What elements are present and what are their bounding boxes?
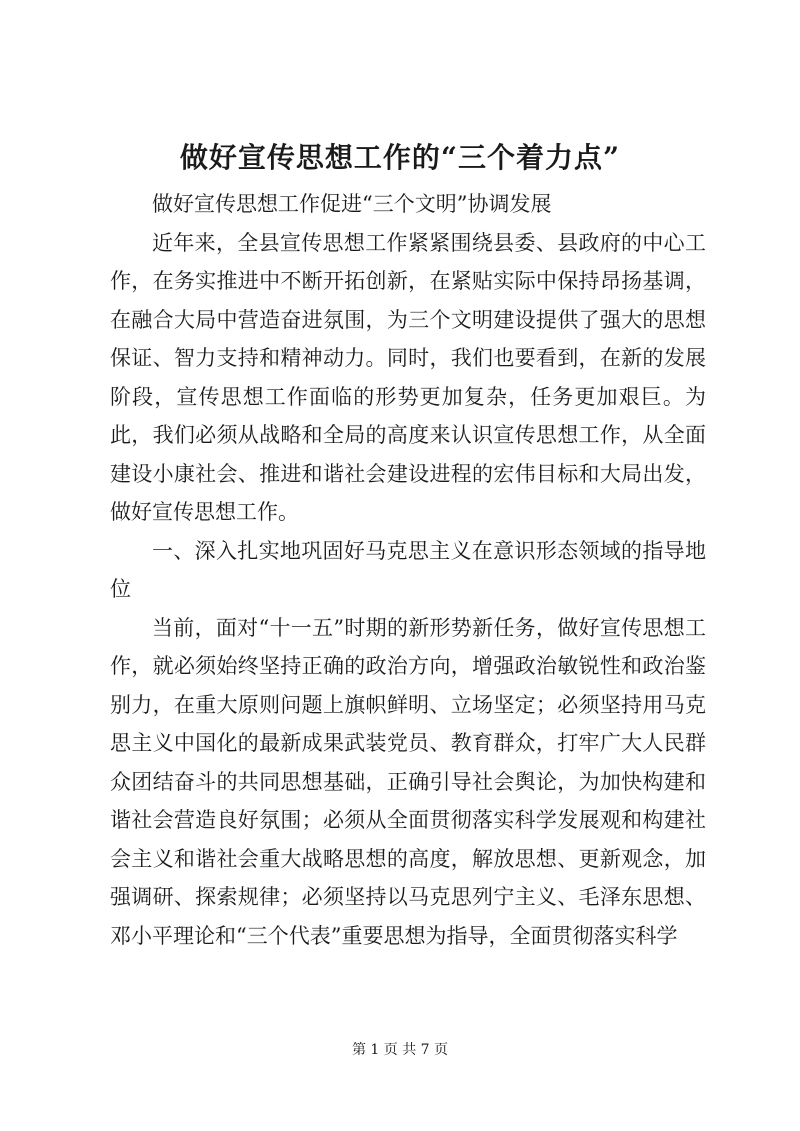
paragraph-subtitle: 做好宣传思想工作促进“三个文明”协调发展 <box>152 192 552 216</box>
paragraph-section-1: 当前，面对“十一五”时期的新形势新任务，做好宣传思想工作，就必须始终坚持正确的政治方向，增强政治敏锐性和政治鉴别力，在重大原则问题上旗帜鲜明、立场坚定；必须坚持用马克思主义中国化的最新成果武装党员、教育群众，打牢广大人民群众团结奋斗的共同思想基础，正确引导社会舆论，为加快构建和谐社会营造良好氛围；必须从全面贯彻落实科学发展观和构建社会主义和谐社会重大战略思想的高度，解放思想、更新观念，加强调研、探索规律；必须坚持以马克思列宁主义、毛泽东思想、邓小平理论和“三个代表”重要思想为指导，全面贯彻落实科学 <box>110 615 706 948</box>
section-heading-1: 一、深入扎实地巩固好马克思主义在意识形态领域的指导地位 <box>110 538 706 601</box>
document-body <box>110 185 706 955</box>
paragraph-intro: 近年来，全县宣传思想工作紧紧围绕县委、县政府的中心工作，在务实推进中不断开拓创新，在紧贴实际中保持昂扬基调，在融合大局中营造奋进氛围，为三个文明建设提供了强大的思想保证、智力支持和精神动力。同时，我们也要看到，在新的发展阶段，宣传思想工作面临的形势更加复杂，任务更加艰巨。为此，我们必须从战略和全局的高度来认识宣传思想工作，从全面建设小康社会、推进和谐社会建设进程的宏伟目标和大局出发，做好宣传思想工作。 <box>110 230 706 524</box>
page-indicator: 第 1 页 共 7 页 <box>351 1042 449 1058</box>
document-title: 做好宣传思想工作的“三个着力点” <box>179 141 621 174</box>
